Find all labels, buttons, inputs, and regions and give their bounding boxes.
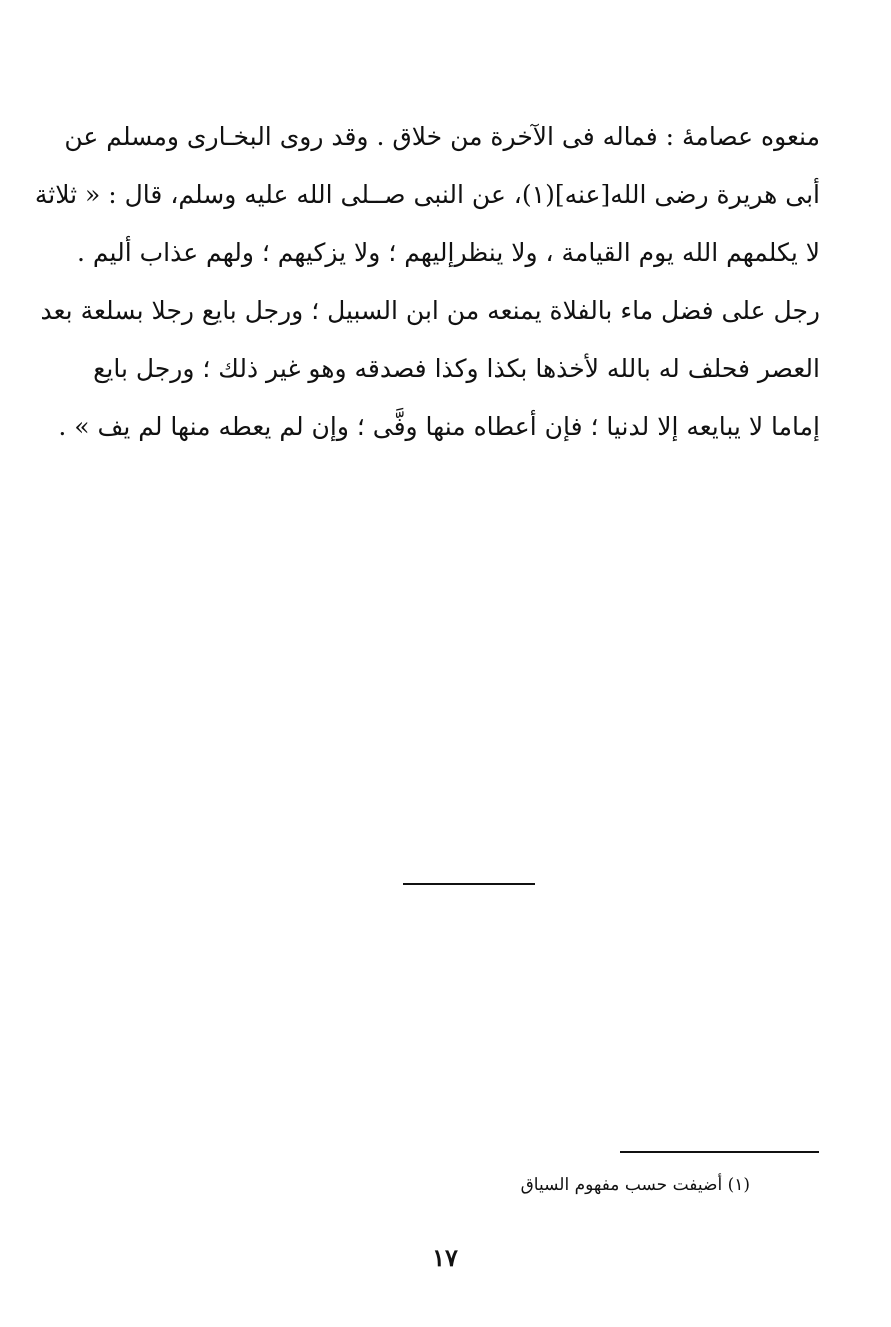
text-line-6: إماما لا يبايعه إلا لدنيا ؛ فإن أعطاه منها وفَّی ؛ وإن لم يعطه منها لم يف » . bbox=[58, 412, 820, 441]
text-line-1: منعوه عصامهٔ : فماله فی الآخرة من خلاق . وقد روی البخـاری ومسلم عن bbox=[64, 122, 820, 151]
page-number: ١٧ bbox=[432, 1243, 458, 1272]
text-line-4: رجل علی فضل ماء بالفلاة يمنعه من ابن السبيل ؛ ورجل بايع رجلا بسلعة بعد bbox=[40, 296, 820, 325]
text-line-3: لا يكلمهم الله يوم القيامة ، ولا ينظرإليهم ؛ ولا يزكيهم ؛ ولهم عذاب أليم . bbox=[77, 238, 820, 267]
section-divider bbox=[403, 883, 535, 885]
text-line-2: أبی هريرة رضی الله[عنه](١)، عن النبی صــلی الله عليه وسلم، قال : « ثلاثة bbox=[34, 180, 820, 209]
text-line-5: العصر فحلف له بالله لأخذها بكذا وكذا فصدقه وهو غير ذلك ؛ ورجل بايع bbox=[93, 354, 820, 383]
footnote: (١) أضيفت حسب مفهوم السياق bbox=[520, 1175, 750, 1195]
body-text bbox=[34, 108, 820, 456]
footnote-divider bbox=[620, 1151, 819, 1153]
